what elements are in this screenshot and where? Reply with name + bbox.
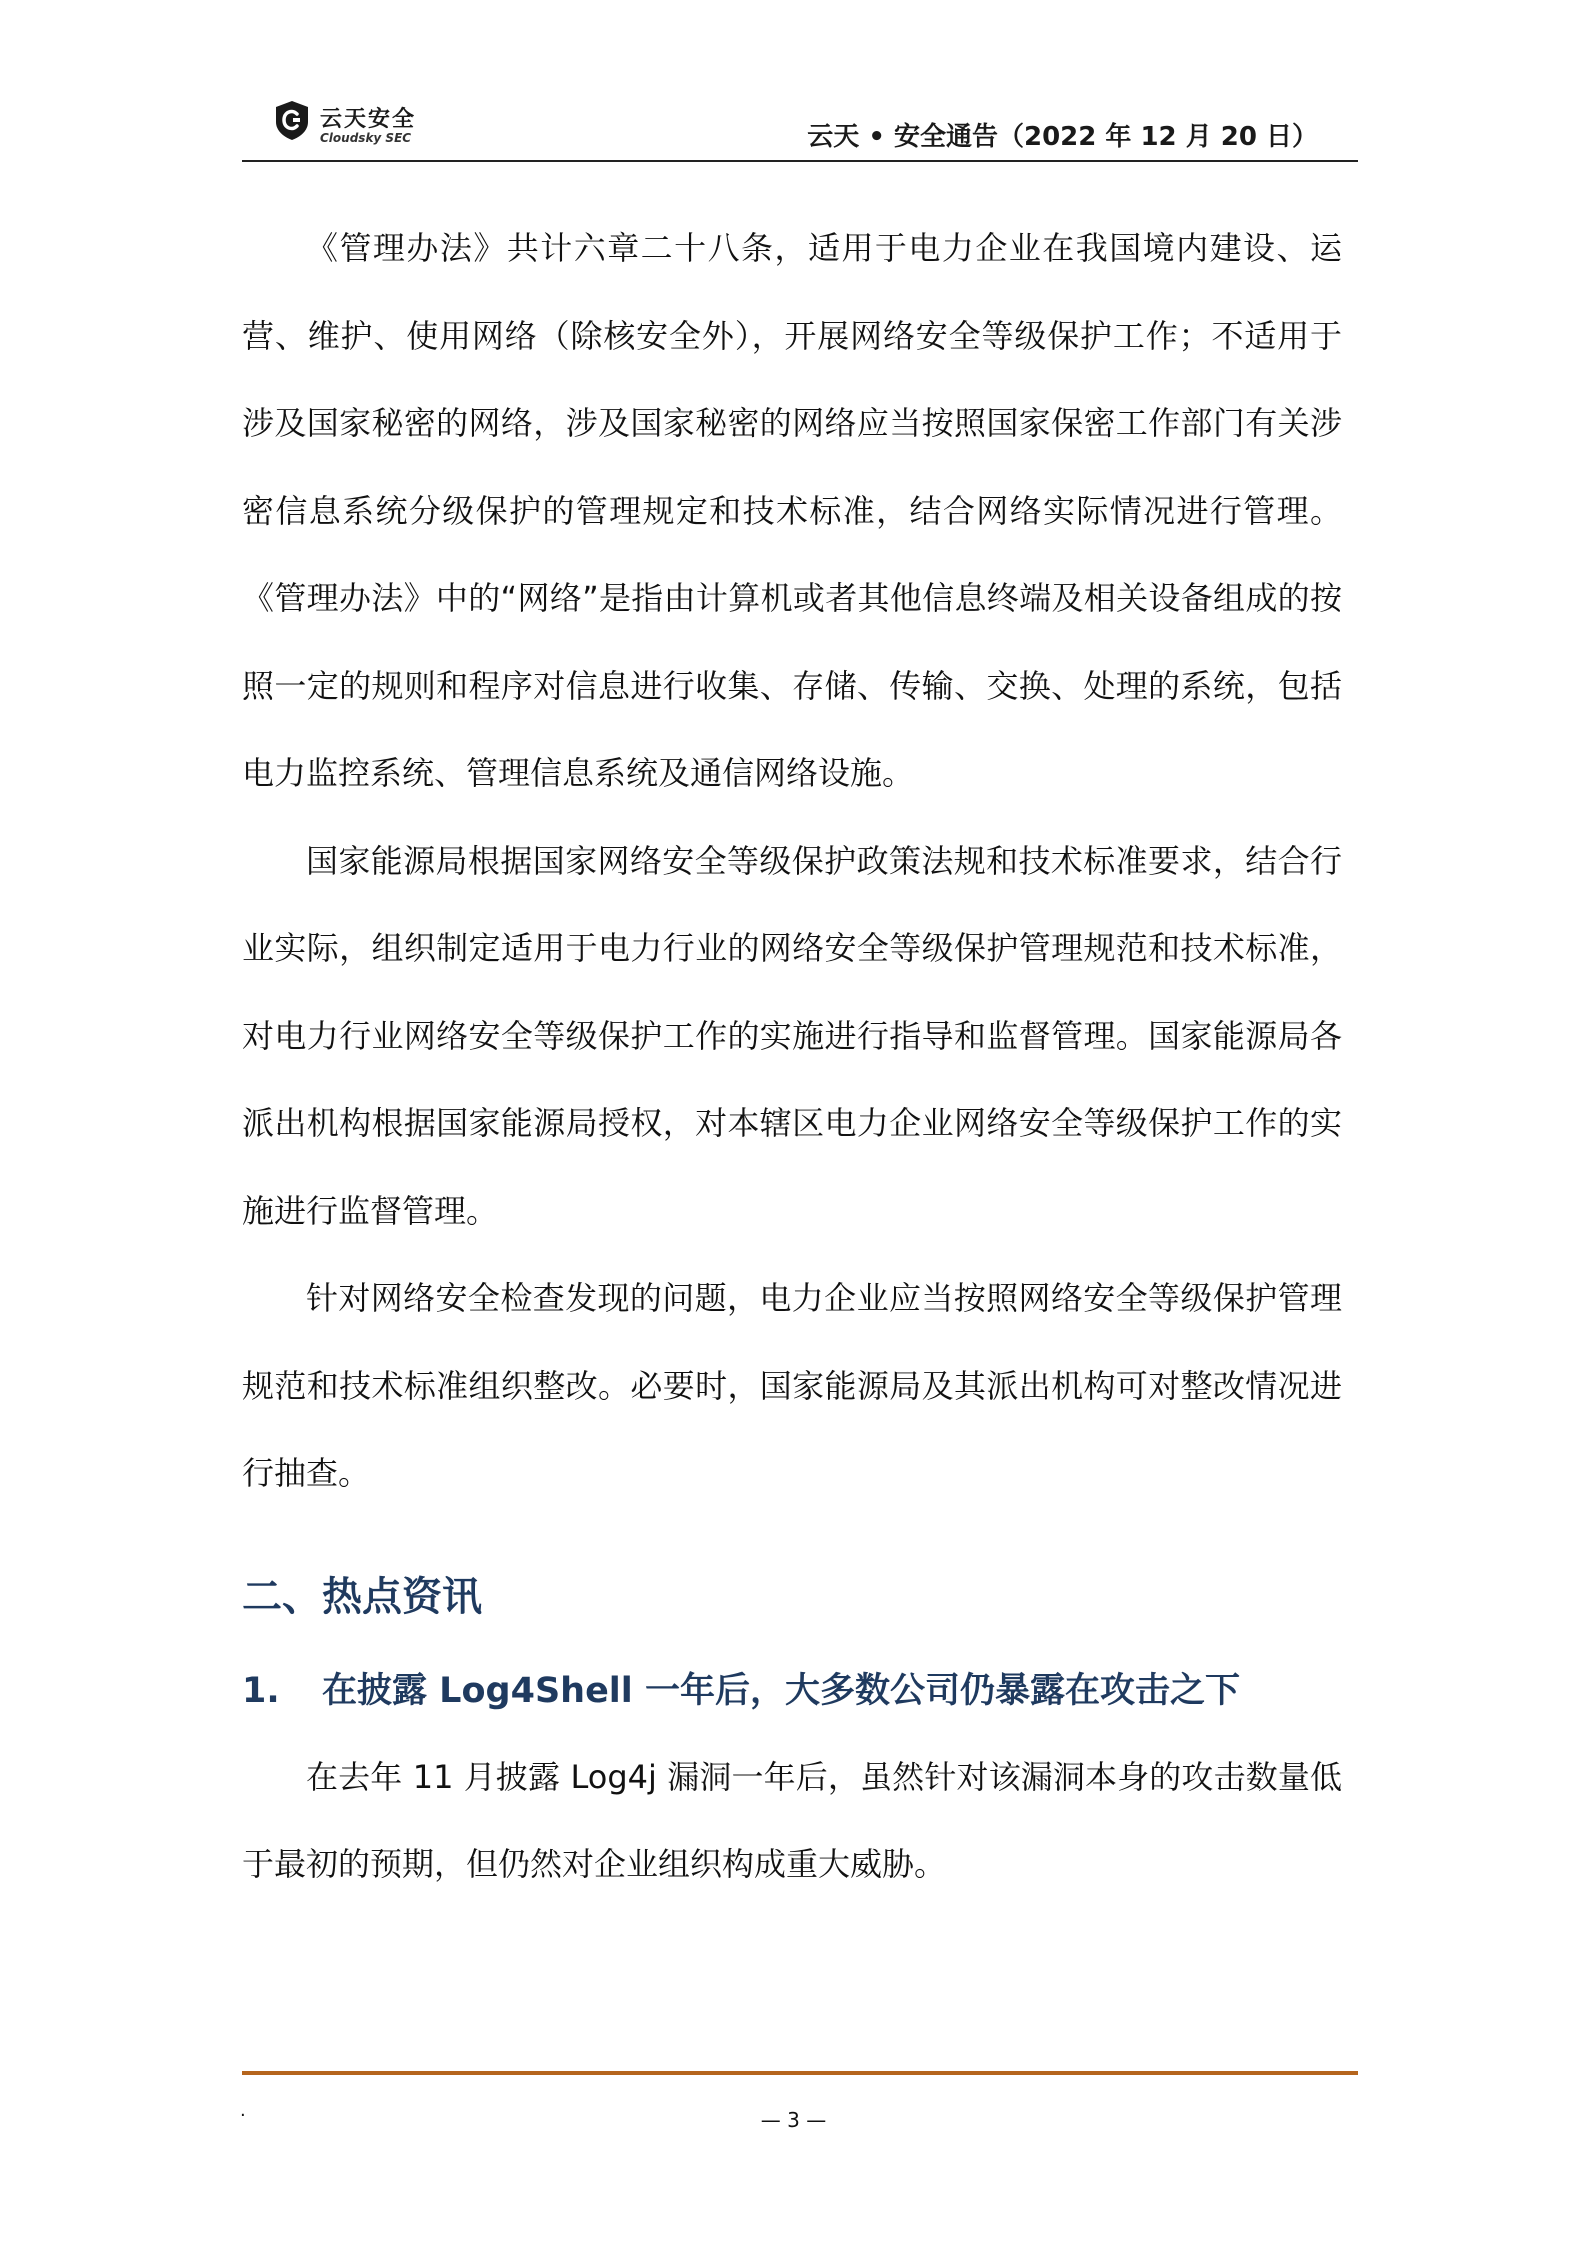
footer-dot: . [240, 2100, 246, 2121]
paragraph-log4j: 在去年 11 月披露 Log4j 漏洞一年后，虽然针对该漏洞本身的攻击数量低于最初的预期，但仍然对企业组织构成重大威胁。 [242, 1757, 1342, 1883]
header-divider [242, 160, 1358, 162]
section-heading-hot-news: 二、热点资讯 [242, 1573, 482, 1620]
logo-text-en: Cloudsky SEC [320, 131, 412, 145]
paragraph-management-scope: 《管理办法》共计六章二十八条，适用于电力企业在我国境内建设、运营、维护、使用网络（除核安全外），开展网络安全等级保护工作；不适用于涉及国家秘密的网络，涉及国家秘密的网络应当按照国家保密工作部门有关涉密信息系统分级保护的管理规定和技术标准，结合网络实际情况进行管理。《管理办法》中的“网络”是指由计算机或者其他信息终端及相关设备组成的按照一定的规则和程序对信息进行收集、存储、传输、交换、处理的系统，包括电力监控系统、管理信息系统及通信网络设施。 [242, 229, 1342, 792]
subsection-number: 1. [242, 1670, 280, 1711]
subsection-title: 在披露 Log4Shell 一年后，大多数公司仍暴露在攻击之下 [322, 1670, 1240, 1711]
page-number: — 3 — [760, 2108, 827, 2132]
main-content [242, 205, 1342, 1909]
logo-text-cn: 云天安全 [320, 107, 417, 132]
paragraph-rectification: 针对网络安全检查发现的问题，电力企业应当按照网络安全等级保护管理规范和技术标准组织整改。必要时，国家能源局及其派出机构可对整改情况进行抽查。 [242, 1279, 1342, 1492]
cloudsky-logo-icon [270, 98, 314, 142]
subsection-heading [242, 1648, 1342, 1734]
footer-divider [242, 2071, 1358, 2075]
page-header [242, 88, 1358, 162]
header-title: 云天 • 安全通告（2022 年 12 月 20 日） [807, 122, 1318, 152]
company-logo [270, 98, 510, 154]
paragraph-energy-bureau-role: 国家能源局根据国家网络安全等级保护政策法规和技术标准要求，结合行业实际，组织制定适用于电力行业的网络安全等级保护管理规范和技术标准，对电力行业网络安全等级保护工作的实施进行指导和监督管理。国家能源局各派出机构根据国家能源局授权，对本辖区电力企业网络安全等级保护工作的实施进行监督管理。 [242, 841, 1342, 1230]
